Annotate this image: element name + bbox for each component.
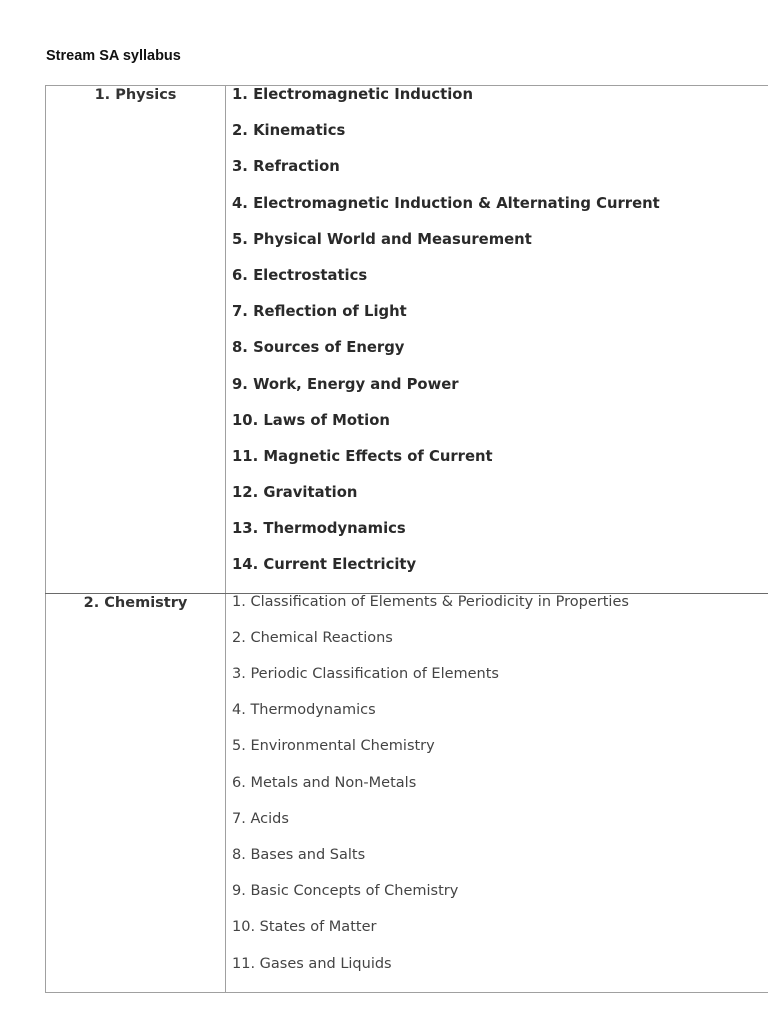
topic-item: 11. Magnetic Effects of Current (232, 447, 493, 465)
topic-item: 4. Electromagnetic Induction & Alternating Current (232, 194, 660, 212)
syllabus-table (45, 85, 768, 993)
topic-item: 8. Sources of Energy (232, 339, 405, 357)
topic-item: 6. Electrostatics (232, 266, 368, 284)
topic-item: 11. Gases and Liquids (232, 955, 392, 972)
topic-item: 8. Bases and Salts (232, 846, 366, 863)
topic-item: 2. Kinematics (232, 122, 346, 140)
table-row-chemistry (46, 593, 768, 992)
topic-item: 9. Basic Concepts of Chemistry (232, 883, 459, 900)
page-title: Stream SA syllabus (46, 48, 181, 64)
topic-item: 14. Current Electricity (232, 556, 417, 574)
topic-list-chemistry (226, 594, 768, 992)
subject-name-physics: 1. Physics (94, 87, 177, 103)
topic-item: 4. Thermodynamics (232, 702, 376, 719)
topic-item: 10. States of Matter (232, 919, 377, 936)
topic-item: 7. Reflection of Light (232, 303, 407, 321)
subject-cell-chemistry (46, 593, 226, 992)
topic-item: 9. Work, Energy and Power (232, 375, 459, 393)
topic-item: 6. Metals and Non-Metals (232, 774, 417, 791)
topic-item: 12. Gravitation (232, 484, 358, 502)
topic-item: 2. Chemical Reactions (232, 629, 393, 646)
table-row-physics (46, 86, 768, 594)
topic-item: 10. Laws of Motion (232, 411, 390, 429)
topics-cell-chemistry (226, 593, 768, 992)
topic-item: 3. Refraction (232, 158, 340, 176)
topic-item: 13. Thermodynamics (232, 520, 406, 538)
topic-item: 5. Physical World and Measurement (232, 230, 532, 248)
topic-item: 3. Periodic Classification of Elements (232, 666, 499, 682)
topic-item: 7. Acids (232, 810, 289, 827)
topic-item: 1. Electromagnetic Induction (232, 86, 474, 103)
subject-cell-physics (46, 86, 226, 594)
subject-name-chemistry: 2. Chemistry (83, 594, 188, 611)
topic-item: 1. Classification of Elements & Periodicity in Properties (232, 593, 629, 610)
topic-item: 5. Environmental Chemistry (232, 738, 435, 755)
topic-list-physics (226, 86, 768, 593)
topics-cell-physics (226, 86, 768, 594)
